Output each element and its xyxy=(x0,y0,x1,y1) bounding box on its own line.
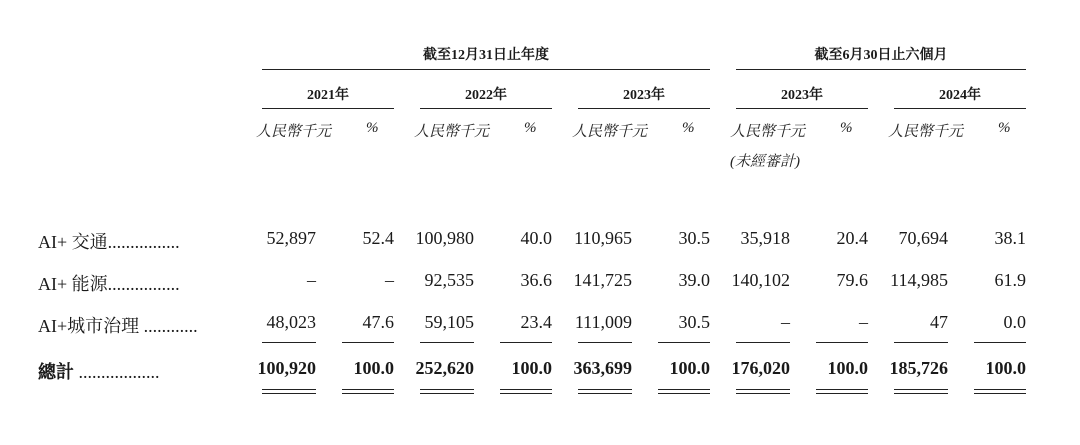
cell-percent: 0.0 xyxy=(1003,312,1026,332)
total-double-rule xyxy=(500,393,552,394)
cell-percent: 30.5 xyxy=(678,312,710,332)
total-double-rule xyxy=(578,393,632,394)
unit-label-percent: % xyxy=(998,120,1011,136)
total-double-rule xyxy=(342,393,394,394)
year-header-underline xyxy=(578,108,710,109)
total-double-rule xyxy=(420,389,474,390)
subtotal-rule xyxy=(578,342,632,343)
group-header-underline xyxy=(736,69,1026,70)
row-label: AI+ 交通................ xyxy=(38,232,180,252)
year-header-underline xyxy=(420,108,552,109)
subtotal-rule xyxy=(736,342,790,343)
cell-amount: 111,009 xyxy=(574,312,632,332)
total-double-rule xyxy=(262,393,316,394)
total-double-rule xyxy=(262,389,316,390)
group-header-six-months: 截至6月30日止六個月 xyxy=(814,48,948,63)
year-header: 2023年 xyxy=(623,88,665,103)
cell-amount: 70,694 xyxy=(898,228,948,248)
cell-amount: – xyxy=(307,270,316,290)
total-amount: 252,620 xyxy=(415,358,474,378)
cell-percent: 40.0 xyxy=(520,228,552,248)
total-double-rule xyxy=(736,393,790,394)
subtotal-rule xyxy=(658,342,710,343)
cell-percent: 52.4 xyxy=(362,228,394,248)
unit-label-rmb: 人民幣千元 xyxy=(572,124,648,140)
cell-percent: – xyxy=(385,270,394,290)
total-double-rule xyxy=(974,393,1026,394)
cell-percent: 39.0 xyxy=(678,270,710,290)
cell-amount: 35,918 xyxy=(740,228,790,248)
total-double-rule xyxy=(816,389,868,390)
cell-amount: 141,725 xyxy=(573,270,632,290)
row-label: AI+ 能源................ xyxy=(38,274,180,294)
total-double-rule xyxy=(894,389,948,390)
cell-amount: 92,535 xyxy=(424,270,474,290)
total-amount: 185,726 xyxy=(889,358,948,378)
total-double-rule xyxy=(816,393,868,394)
unit-label-rmb: 人民幣千元 xyxy=(256,124,332,140)
subtotal-rule xyxy=(420,342,474,343)
cell-percent: 79.6 xyxy=(836,270,868,290)
total-amount: 176,020 xyxy=(731,358,790,378)
cell-percent: 23.4 xyxy=(520,312,552,332)
unit-label-rmb: 人民幣千元 xyxy=(888,124,964,140)
unit-label-percent: % xyxy=(524,120,537,136)
total-double-rule xyxy=(658,389,710,390)
cell-amount: – xyxy=(781,312,790,332)
total-double-rule xyxy=(500,389,552,390)
cell-percent: 61.9 xyxy=(994,270,1026,290)
unit-label-percent: % xyxy=(366,120,379,136)
year-header-underline xyxy=(262,108,394,109)
cell-percent: 20.4 xyxy=(836,228,868,248)
cell-amount: 48,023 xyxy=(266,312,316,332)
cell-amount: 59,105 xyxy=(424,312,474,332)
year-header: 2024年 xyxy=(939,88,981,103)
cell-percent: 30.5 xyxy=(678,228,710,248)
unit-label-rmb: 人民幣千元 xyxy=(730,124,806,140)
unit-label-rmb: 人民幣千元 xyxy=(414,124,490,140)
cell-amount: 140,102 xyxy=(731,270,790,290)
total-label: 總計 .................. xyxy=(38,362,160,382)
subtotal-rule xyxy=(342,342,394,343)
cell-percent: 36.6 xyxy=(520,270,552,290)
unit-label-percent: % xyxy=(682,120,695,136)
subtotal-rule xyxy=(500,342,552,343)
total-double-rule xyxy=(974,389,1026,390)
cell-percent: 47.6 xyxy=(362,312,394,332)
total-double-rule xyxy=(894,393,948,394)
group-header-full-year: 截至12月31日止年度 xyxy=(423,48,549,63)
cell-amount: 110,965 xyxy=(574,228,632,248)
subtotal-rule xyxy=(974,342,1026,343)
total-percent: 100.0 xyxy=(827,358,868,378)
total-percent: 100.0 xyxy=(511,358,552,378)
total-double-rule xyxy=(420,393,474,394)
year-header-underline xyxy=(894,108,1026,109)
cell-amount: 114,985 xyxy=(890,270,948,290)
total-double-rule xyxy=(658,393,710,394)
unit-label-percent: % xyxy=(840,120,853,136)
group-header-underline xyxy=(262,69,710,70)
total-double-rule xyxy=(342,389,394,390)
total-percent: 100.0 xyxy=(985,358,1026,378)
row-label: AI+城市治理 ............ xyxy=(38,316,198,336)
unaudited-note: (未經審計) xyxy=(730,154,800,170)
year-header: 2021年 xyxy=(307,88,349,103)
subtotal-rule xyxy=(894,342,948,343)
year-header-underline xyxy=(736,108,868,109)
year-header: 2023年 xyxy=(781,88,823,103)
cell-amount: 47 xyxy=(930,312,948,332)
cell-amount: 52,897 xyxy=(266,228,316,248)
year-header: 2022年 xyxy=(465,88,507,103)
cell-amount: 100,980 xyxy=(415,228,474,248)
total-amount: 363,699 xyxy=(573,358,632,378)
total-amount: 100,920 xyxy=(257,358,316,378)
subtotal-rule xyxy=(816,342,868,343)
cell-percent: – xyxy=(859,312,868,332)
total-percent: 100.0 xyxy=(669,358,710,378)
cell-percent: 38.1 xyxy=(994,228,1026,248)
total-double-rule xyxy=(578,389,632,390)
total-double-rule xyxy=(736,389,790,390)
total-percent: 100.0 xyxy=(353,358,394,378)
subtotal-rule xyxy=(262,342,316,343)
